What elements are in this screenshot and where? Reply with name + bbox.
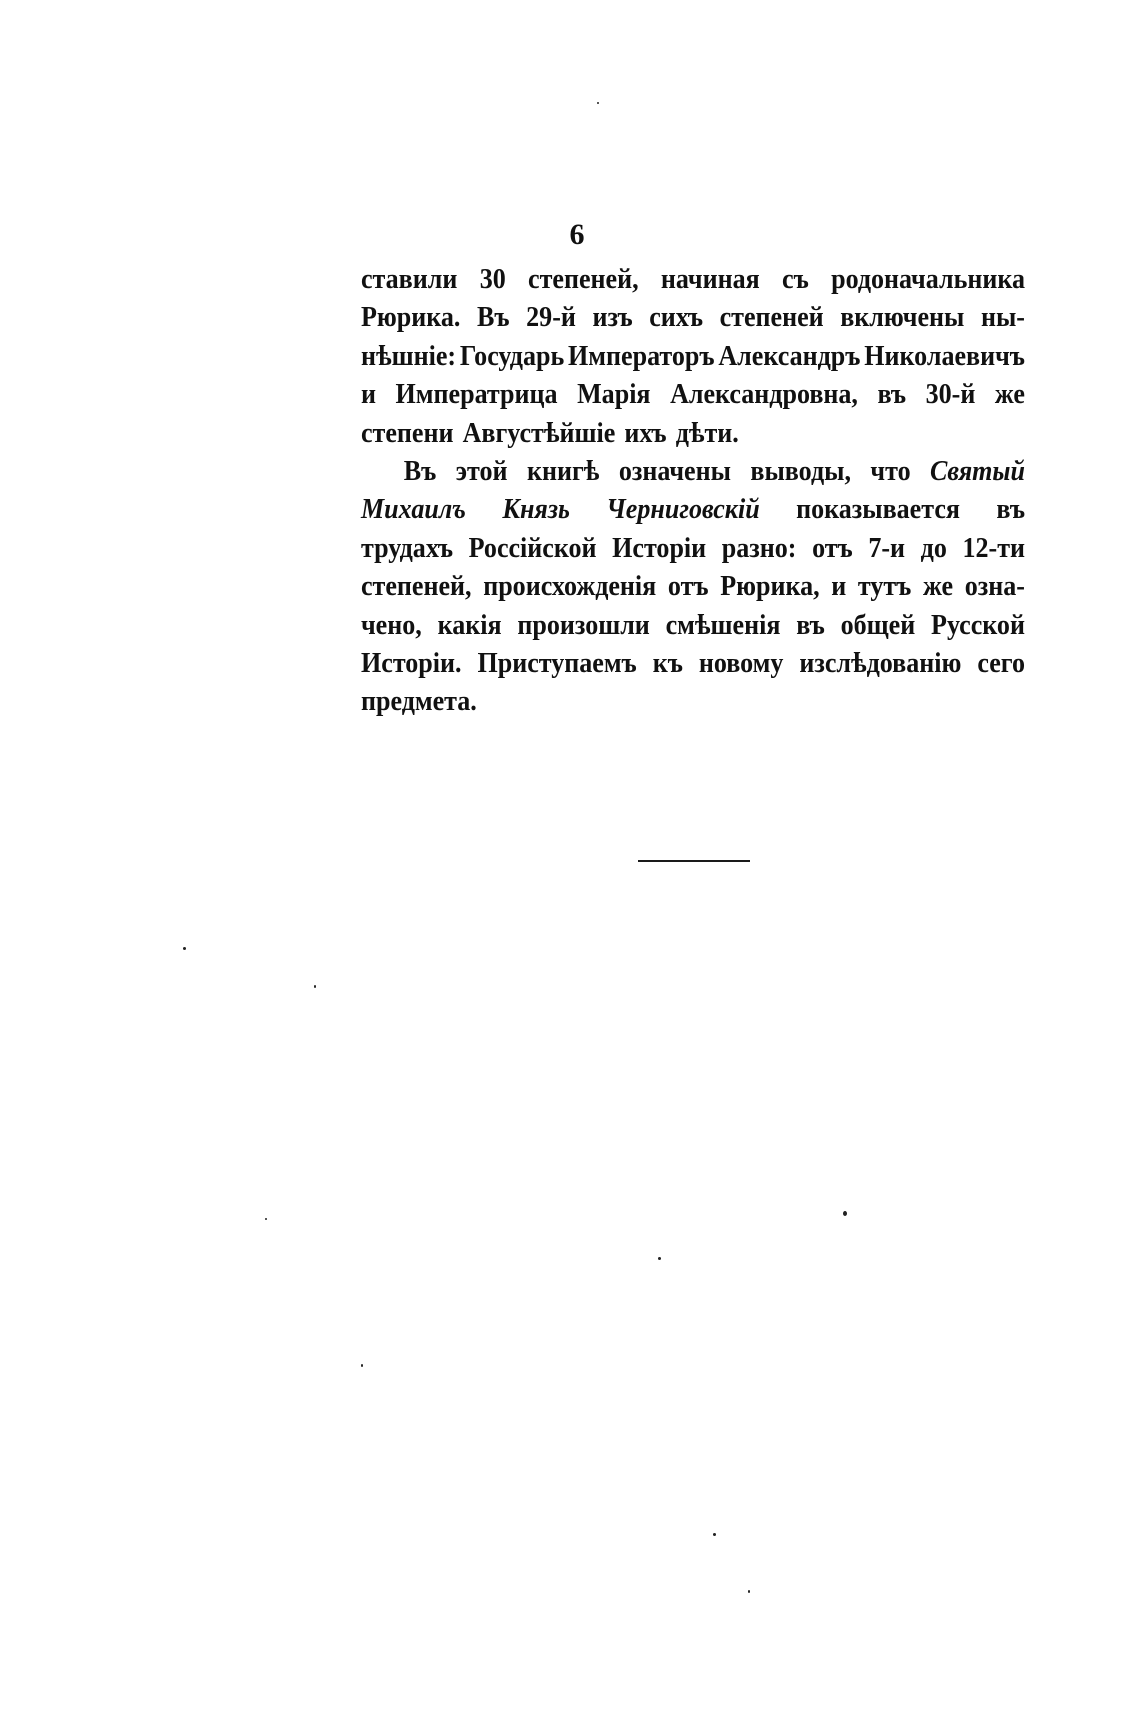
scan-speck — [843, 1211, 847, 1216]
text-line: ставили 30 степеней, начиная съ родоначальника — [361, 264, 1025, 295]
italic-name: Святый — [930, 456, 1025, 488]
text-line: трудахъ Россійской Исторіи разно: отъ 7-и до 12-ти — [361, 532, 1026, 564]
scan-speck — [314, 985, 316, 988]
text-line: нѣшніе: Государь Императоръ Александръ Николаевичъ — [361, 340, 1025, 372]
text-line: Рюрика. Въ 29-й изъ сихъ степеней включены ны- — [361, 302, 1025, 334]
text-line: Михаилъ Князь Черниговскій показывается въ — [361, 491, 1025, 529]
scan-speck — [597, 102, 599, 104]
page-number: 6 — [569, 218, 585, 251]
section-rule — [638, 860, 750, 862]
text-line: чено, какія произошли смѣшенія въ общей Русской — [361, 609, 1025, 641]
scan-speck — [265, 1218, 267, 1220]
text-line: Въ этой книгѣ означены выводы, что Святый — [361, 453, 1025, 491]
text-line: и Императрица Марія Александровна, въ 30-й же — [361, 379, 1025, 411]
italic-name: Черниговскій — [606, 494, 760, 526]
scan-speck — [658, 1257, 661, 1260]
scan-speck — [748, 1590, 750, 1593]
italic-name: Князь — [502, 494, 570, 526]
italic-name: Михаилъ — [361, 494, 466, 526]
body-text — [361, 261, 1026, 722]
scan-speck — [713, 1533, 716, 1536]
scan-speck — [361, 1364, 363, 1367]
scan-speck — [183, 947, 186, 950]
text-line: Исторіи. Приступаемъ къ новому изслѣдованію сего — [361, 648, 1025, 680]
text-line: степени Августѣйшіе ихъ дѣти. — [361, 417, 739, 449]
text-line: степеней, происхожденія отъ Рюрика, и тутъ же озна- — [361, 571, 1025, 603]
text-line: предмета. — [361, 686, 477, 718]
